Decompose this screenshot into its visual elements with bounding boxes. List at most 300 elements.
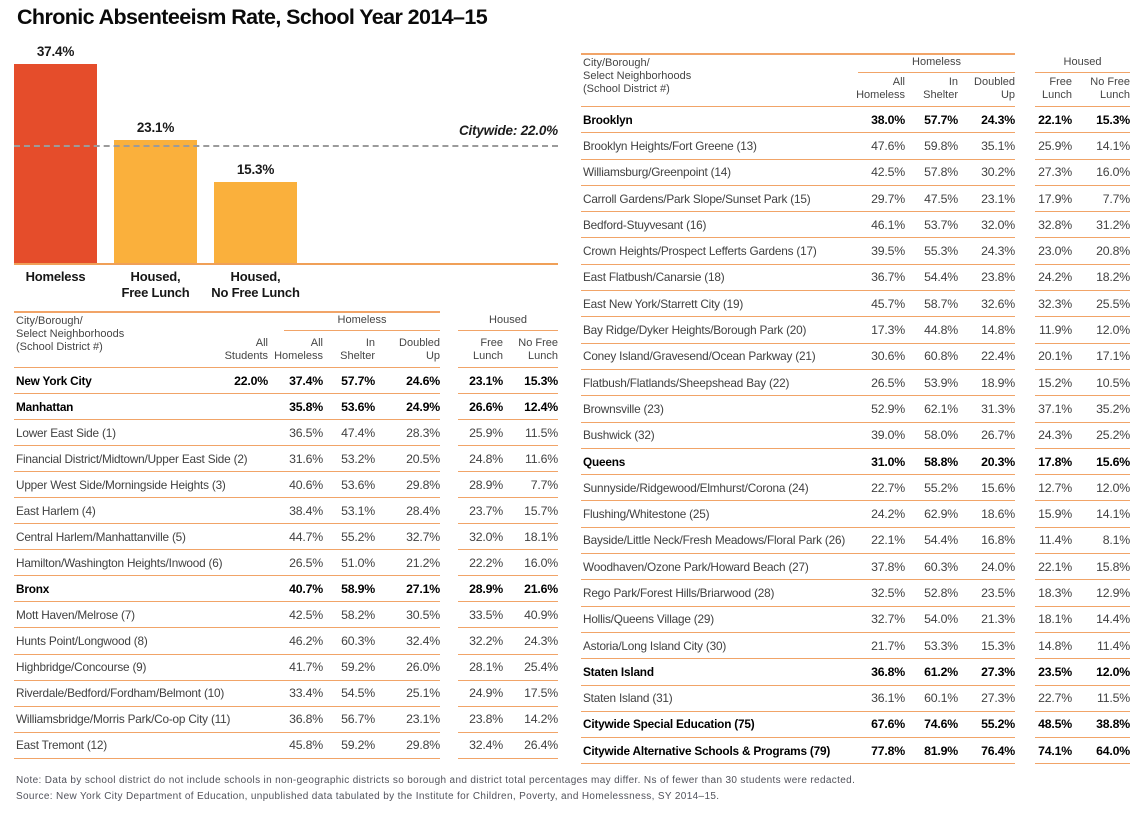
row-value: 32.0%: [458, 524, 503, 550]
row-value: 26.0%: [375, 655, 440, 681]
table-row: [14, 576, 558, 602]
row-value: 42.5%: [836, 160, 905, 186]
row-value: 24.8%: [458, 446, 503, 472]
column-gutter: [1015, 423, 1035, 449]
table-header: [581, 53, 1130, 107]
bar-value-label: 15.3%: [236, 161, 275, 177]
row-value: 35.2%: [1072, 396, 1130, 422]
row-value: 26.5%: [268, 550, 323, 576]
row-value: 39.5%: [836, 238, 905, 264]
column-gutter: [440, 394, 458, 420]
row-value: 27.3%: [1035, 160, 1072, 186]
row-value: 15.3%: [1072, 107, 1130, 133]
row-value: 14.2%: [503, 707, 558, 733]
row-value: 17.8%: [1035, 449, 1072, 475]
row-value: 22.7%: [836, 475, 905, 501]
row-value: 22.7%: [1035, 686, 1072, 712]
row-value: 46.2%: [268, 628, 323, 654]
row-value: 22.0%: [204, 368, 268, 394]
category-label-line: Housed,: [130, 269, 181, 284]
row-value: 18.2%: [1072, 265, 1130, 291]
column-header-line: Lunch: [1042, 88, 1072, 101]
row-value: 24.2%: [1035, 265, 1072, 291]
row-value: 21.3%: [958, 607, 1015, 633]
row-value: [204, 524, 268, 550]
table-row: [581, 501, 1130, 527]
row-value: [204, 472, 268, 498]
row-value: 58.0%: [905, 423, 958, 449]
row-value: 15.6%: [1072, 449, 1130, 475]
row-value: 57.8%: [905, 160, 958, 186]
table-top-rule: [14, 311, 440, 313]
column-gutter: [440, 524, 458, 550]
column-header-line: Doubled: [974, 76, 1015, 88]
table-row: [581, 738, 1130, 764]
row-value: 25.1%: [375, 681, 440, 707]
row-value: 55.3%: [905, 238, 958, 264]
row-value: 24.2%: [836, 501, 905, 527]
column-header-line: Lunch: [473, 349, 503, 362]
row-name: Citywide Alternative Schools & Programs (79): [581, 738, 836, 764]
row-value: 37.4%: [268, 368, 323, 394]
row-value: 29.8%: [375, 733, 440, 759]
column-gutter: [1015, 160, 1035, 186]
column-header-line: All: [310, 337, 323, 349]
table-header: [14, 311, 558, 368]
row-value: 16.8%: [958, 528, 1015, 554]
header-bottom-rule: [14, 367, 440, 369]
row-name: Brooklyn Heights/Fort Greene (13): [581, 133, 836, 159]
row-name: Queens: [581, 449, 836, 475]
table-row: [14, 681, 558, 707]
row-value: 14.4%: [1072, 607, 1130, 633]
row-name: Crown Heights/Prospect Lefferts Gardens (17): [581, 238, 836, 264]
row-value: 52.9%: [836, 396, 905, 422]
table-row: [581, 212, 1130, 238]
row-value: [204, 681, 268, 707]
row-value: 54.0%: [905, 607, 958, 633]
row-name: Sunnyside/Ridgewood/Elmhurst/Corona (24): [581, 475, 836, 501]
row-value: 15.2%: [1035, 370, 1072, 396]
column-header-line: All: [892, 76, 905, 88]
column-header-line: No Free: [1090, 76, 1130, 88]
row-value: 53.2%: [323, 446, 375, 472]
row-name: Hollis/Queens Village (29): [581, 607, 836, 633]
table-row: [14, 550, 558, 576]
column-gutter: [1015, 107, 1035, 133]
column-header: [458, 337, 503, 362]
row-value: 74.6%: [905, 712, 958, 738]
column-header-line: Up: [425, 349, 440, 362]
row-value: 42.5%: [268, 602, 323, 628]
row-value: 40.6%: [268, 472, 323, 498]
row-value: 16.0%: [503, 550, 558, 576]
table-row: [14, 524, 558, 550]
row-value: 58.7%: [905, 291, 958, 317]
row-value: 24.9%: [458, 681, 503, 707]
row-value: 27.3%: [958, 686, 1015, 712]
row-value: 45.7%: [836, 291, 905, 317]
column-gutter: [1015, 554, 1035, 580]
row-value: 32.4%: [375, 628, 440, 654]
row-value: 29.8%: [375, 472, 440, 498]
table-row: [581, 265, 1130, 291]
row-value: 24.3%: [503, 628, 558, 654]
column-gutter: [1015, 317, 1035, 343]
name-column-header: [16, 315, 124, 354]
row-value: [204, 628, 268, 654]
row-value: 18.9%: [958, 370, 1015, 396]
row-name: Lower East Side (1): [14, 420, 204, 446]
row-name: Coney Island/Gravesend/Ocean Parkway (21): [581, 344, 836, 370]
chart-bar: [14, 64, 97, 263]
row-value: 67.6%: [836, 712, 905, 738]
column-gutter: [1015, 633, 1035, 659]
row-name: Bay Ridge/Dyker Heights/Borough Park (20): [581, 317, 836, 343]
row-value: 25.9%: [458, 420, 503, 446]
column-gutter: [440, 707, 458, 733]
row-name: Upper West Side/Morningside Heights (3): [14, 472, 204, 498]
row-value: 12.0%: [1072, 475, 1130, 501]
row-value: 54.5%: [323, 681, 375, 707]
row-value: 47.6%: [836, 133, 905, 159]
table-row: [581, 186, 1130, 212]
column-header: [503, 337, 558, 362]
row-value: 11.6%: [503, 446, 558, 472]
row-value: [204, 707, 268, 733]
row-name: Flushing/Whitestone (25): [581, 501, 836, 527]
column-gutter: [1015, 449, 1035, 475]
row-value: 20.3%: [958, 449, 1015, 475]
row-value: [204, 550, 268, 576]
row-value: 12.0%: [1072, 317, 1130, 343]
row-value: 14.1%: [1072, 501, 1130, 527]
row-value: 7.7%: [1072, 186, 1130, 212]
row-name: East Flatbush/Canarsie (18): [581, 265, 836, 291]
row-value: [204, 602, 268, 628]
row-value: 59.8%: [905, 133, 958, 159]
row-value: 18.1%: [503, 524, 558, 550]
row-name: Rego Park/Forest Hills/Briarwood (28): [581, 580, 836, 606]
row-value: 60.3%: [323, 628, 375, 654]
row-name: Staten Island (31): [581, 686, 836, 712]
row-name: Bayside/Little Neck/Fresh Meadows/Floral Park (26): [581, 528, 836, 554]
header-bottom-rule: [1035, 106, 1130, 108]
source-text: Source: New York City Department of Education, unpublished data tabulated by the Institute for Children, Poverty, and Homelessness, SY 2014–15.: [16, 791, 720, 802]
row-value: 17.3%: [836, 317, 905, 343]
name-column-header-line: Select Neighborhoods: [16, 328, 125, 340]
row-value: 25.9%: [1035, 133, 1072, 159]
row-value: [204, 655, 268, 681]
chart-bar: [214, 182, 297, 263]
table-row: [581, 370, 1130, 396]
row-value: 20.5%: [375, 446, 440, 472]
table-row: [581, 238, 1130, 264]
category-label-line: Housed,: [230, 269, 281, 284]
row-value: 32.6%: [958, 291, 1015, 317]
row-value: 26.4%: [503, 733, 558, 759]
column-header-line: No Free: [518, 337, 558, 349]
row-value: 38.8%: [1072, 712, 1130, 738]
row-value: 46.1%: [836, 212, 905, 238]
row-value: 39.0%: [836, 423, 905, 449]
row-value: 47.5%: [905, 186, 958, 212]
row-value: 61.2%: [905, 659, 958, 685]
table-row: [14, 655, 558, 681]
row-value: 10.5%: [1072, 370, 1130, 396]
table-row: [14, 602, 558, 628]
row-value: 23.1%: [958, 186, 1015, 212]
row-value: 59.2%: [323, 655, 375, 681]
column-gutter: [1015, 607, 1035, 633]
column-gutter: [1015, 186, 1035, 212]
row-value: 28.3%: [375, 420, 440, 446]
row-value: 23.1%: [375, 707, 440, 733]
row-value: 29.7%: [836, 186, 905, 212]
column-header-line: Shelter: [340, 349, 375, 362]
row-value: [204, 446, 268, 472]
row-value: 81.9%: [905, 738, 958, 764]
row-name: Brooklyn: [581, 107, 836, 133]
row-value: [204, 733, 268, 759]
row-value: 25.2%: [1072, 423, 1130, 449]
column-gutter: [440, 733, 458, 759]
row-value: 53.1%: [323, 498, 375, 524]
table-row: [581, 449, 1130, 475]
row-value: 23.7%: [458, 498, 503, 524]
column-gutter: [1015, 528, 1035, 554]
row-value: 37.8%: [836, 554, 905, 580]
row-value: 57.7%: [323, 368, 375, 394]
column-gutter: [1015, 475, 1035, 501]
row-value: 31.3%: [958, 396, 1015, 422]
row-value: 7.7%: [503, 472, 558, 498]
row-value: 36.5%: [268, 420, 323, 446]
column-header-line: Shelter: [923, 88, 958, 101]
column-header: [958, 76, 1015, 101]
row-name: Brownsville (23): [581, 396, 836, 422]
table-row: [581, 396, 1130, 422]
row-value: 59.2%: [323, 733, 375, 759]
row-name: Riverdale/Bedford/Fordham/Belmont (10): [14, 681, 204, 707]
column-gutter: [1015, 396, 1035, 422]
row-value: 53.7%: [905, 212, 958, 238]
table-row: [581, 659, 1130, 685]
row-value: 28.9%: [458, 576, 503, 602]
row-name: Financial District/Midtown/Upper East Side (2): [14, 446, 204, 472]
table-row: [581, 291, 1130, 317]
column-header-line: Homeless: [274, 349, 323, 362]
page-title: Chronic Absenteeism Rate, School Year 2014–15: [17, 5, 488, 29]
column-gutter: [1015, 686, 1035, 712]
column-gutter: [440, 420, 458, 446]
column-gutter: [1015, 238, 1035, 264]
row-value: 17.1%: [1072, 344, 1130, 370]
row-name: Hunts Point/Longwood (8): [14, 628, 204, 654]
column-header-line: Lunch: [528, 349, 558, 362]
name-column-header-line: (School District #): [16, 341, 103, 353]
group-header-homeless: Homeless: [337, 314, 387, 326]
row-value: 23.5%: [958, 580, 1015, 606]
row-name: East Harlem (4): [14, 498, 204, 524]
column-header-line: Students: [224, 349, 268, 362]
row-value: 53.6%: [323, 472, 375, 498]
row-value: 55.2%: [958, 712, 1015, 738]
group-underline: [284, 330, 440, 331]
row-value: 28.9%: [458, 472, 503, 498]
column-gutter: [1015, 265, 1035, 291]
row-value: 33.4%: [268, 681, 323, 707]
category-label-line: No Free Lunch: [211, 284, 300, 300]
header-bottom-rule: [581, 106, 1015, 108]
row-value: 32.0%: [958, 212, 1015, 238]
chart-plot-area: [14, 40, 558, 300]
bar-chart: [14, 40, 558, 302]
column-header: [1072, 76, 1130, 101]
row-value: 31.2%: [1072, 212, 1130, 238]
row-name: Carroll Gardens/Park Slope/Sunset Park (15): [581, 186, 836, 212]
row-value: 11.4%: [1072, 633, 1130, 659]
row-value: 11.9%: [1035, 317, 1072, 343]
column-header: [268, 337, 323, 362]
row-value: 53.3%: [905, 633, 958, 659]
column-header-line: Doubled: [399, 337, 440, 349]
row-value: 32.2%: [458, 628, 503, 654]
group-underline: [1035, 72, 1130, 73]
column-gutter: [440, 628, 458, 654]
column-header-line: Free: [1049, 76, 1072, 88]
row-value: 35.8%: [268, 394, 323, 420]
row-name: Williamsbridge/Morris Park/Co-op City (11): [14, 707, 204, 733]
row-value: 22.1%: [1035, 107, 1072, 133]
row-name: Hamilton/Washington Heights/Inwood (6): [14, 550, 204, 576]
row-name: Central Harlem/Manhattanville (5): [14, 524, 204, 550]
row-value: 58.9%: [323, 576, 375, 602]
name-column-header-line: City/Borough/: [583, 57, 650, 69]
row-value: 21.2%: [375, 550, 440, 576]
row-value: 44.8%: [905, 317, 958, 343]
table-row: [581, 107, 1130, 133]
column-gutter: [440, 681, 458, 707]
table-row: [581, 554, 1130, 580]
row-value: 18.1%: [1035, 607, 1072, 633]
table-row: [14, 707, 558, 733]
row-value: 31.6%: [268, 446, 323, 472]
row-value: 77.8%: [836, 738, 905, 764]
column-gutter: [440, 655, 458, 681]
row-value: 24.6%: [375, 368, 440, 394]
column-gutter: [440, 472, 458, 498]
column-gutter: [440, 576, 458, 602]
row-value: 62.9%: [905, 501, 958, 527]
table-row: [581, 607, 1130, 633]
citywide-reference-label: Citywide: 22.0%: [458, 123, 558, 139]
row-value: 14.8%: [958, 317, 1015, 343]
row-value: [204, 420, 268, 446]
row-value: 11.4%: [1035, 528, 1072, 554]
row-name: Bedford-Stuyvesant (16): [581, 212, 836, 238]
row-value: 11.5%: [503, 420, 558, 446]
row-value: 54.4%: [905, 528, 958, 554]
column-header-line: Up: [1000, 88, 1015, 101]
column-header: [323, 337, 375, 362]
row-value: 15.3%: [503, 368, 558, 394]
table-row: [581, 317, 1130, 343]
row-value: 36.1%: [836, 686, 905, 712]
row-value: 24.0%: [958, 554, 1015, 580]
table-row: [581, 633, 1130, 659]
citywide-reference-line: [14, 145, 558, 147]
row-value: 33.5%: [458, 602, 503, 628]
row-value: 60.3%: [905, 554, 958, 580]
row-value: 24.3%: [1035, 423, 1072, 449]
row-value: 25.5%: [1072, 291, 1130, 317]
row-name: East New York/Starrett City (19): [581, 291, 836, 317]
row-name: Highbridge/Concourse (9): [14, 655, 204, 681]
table-row: [14, 368, 558, 394]
absenteeism-table-right: [581, 53, 1130, 764]
row-value: 22.2%: [458, 550, 503, 576]
row-value: 27.3%: [958, 659, 1015, 685]
row-value: 32.5%: [836, 580, 905, 606]
row-value: 32.7%: [836, 607, 905, 633]
row-value: 41.7%: [268, 655, 323, 681]
row-value: 36.8%: [268, 707, 323, 733]
row-value: 28.1%: [458, 655, 503, 681]
row-value: 24.3%: [958, 238, 1015, 264]
table-row: [14, 472, 558, 498]
row-name: Astoria/Long Island City (30): [581, 633, 836, 659]
table-row: [14, 733, 558, 759]
row-value: 48.5%: [1035, 712, 1072, 738]
category-label: [106, 269, 206, 300]
row-value: [204, 576, 268, 602]
row-value: 37.1%: [1035, 396, 1072, 422]
row-value: 36.7%: [836, 265, 905, 291]
row-value: 12.9%: [1072, 580, 1130, 606]
category-label: [6, 269, 106, 285]
row-value: 12.4%: [503, 394, 558, 420]
row-value: 23.8%: [458, 707, 503, 733]
row-value: 23.5%: [1035, 659, 1072, 685]
row-value: 28.4%: [375, 498, 440, 524]
table-row: [581, 712, 1130, 738]
group-header-housed: Housed: [489, 314, 527, 326]
row-value: 32.3%: [1035, 291, 1072, 317]
row-value: 16.0%: [1072, 160, 1130, 186]
row-value: 62.1%: [905, 396, 958, 422]
row-value: 55.2%: [323, 524, 375, 550]
column-header: [1035, 76, 1072, 101]
group-header-housed: Housed: [1063, 56, 1102, 68]
row-value: 23.0%: [1035, 238, 1072, 264]
row-value: 32.7%: [375, 524, 440, 550]
column-header: [836, 76, 905, 101]
column-header: [375, 337, 440, 362]
column-gutter: [440, 550, 458, 576]
row-value: 14.1%: [1072, 133, 1130, 159]
bar-value-label: 23.1%: [136, 120, 175, 136]
row-value: 27.1%: [375, 576, 440, 602]
row-value: 26.6%: [458, 394, 503, 420]
row-value: 26.5%: [836, 370, 905, 396]
column-gutter: [440, 446, 458, 472]
row-value: 30.6%: [836, 344, 905, 370]
row-value: 15.3%: [958, 633, 1015, 659]
table-row: [581, 423, 1130, 449]
row-name: Bushwick (32): [581, 423, 836, 449]
row-value: 22.1%: [836, 528, 905, 554]
